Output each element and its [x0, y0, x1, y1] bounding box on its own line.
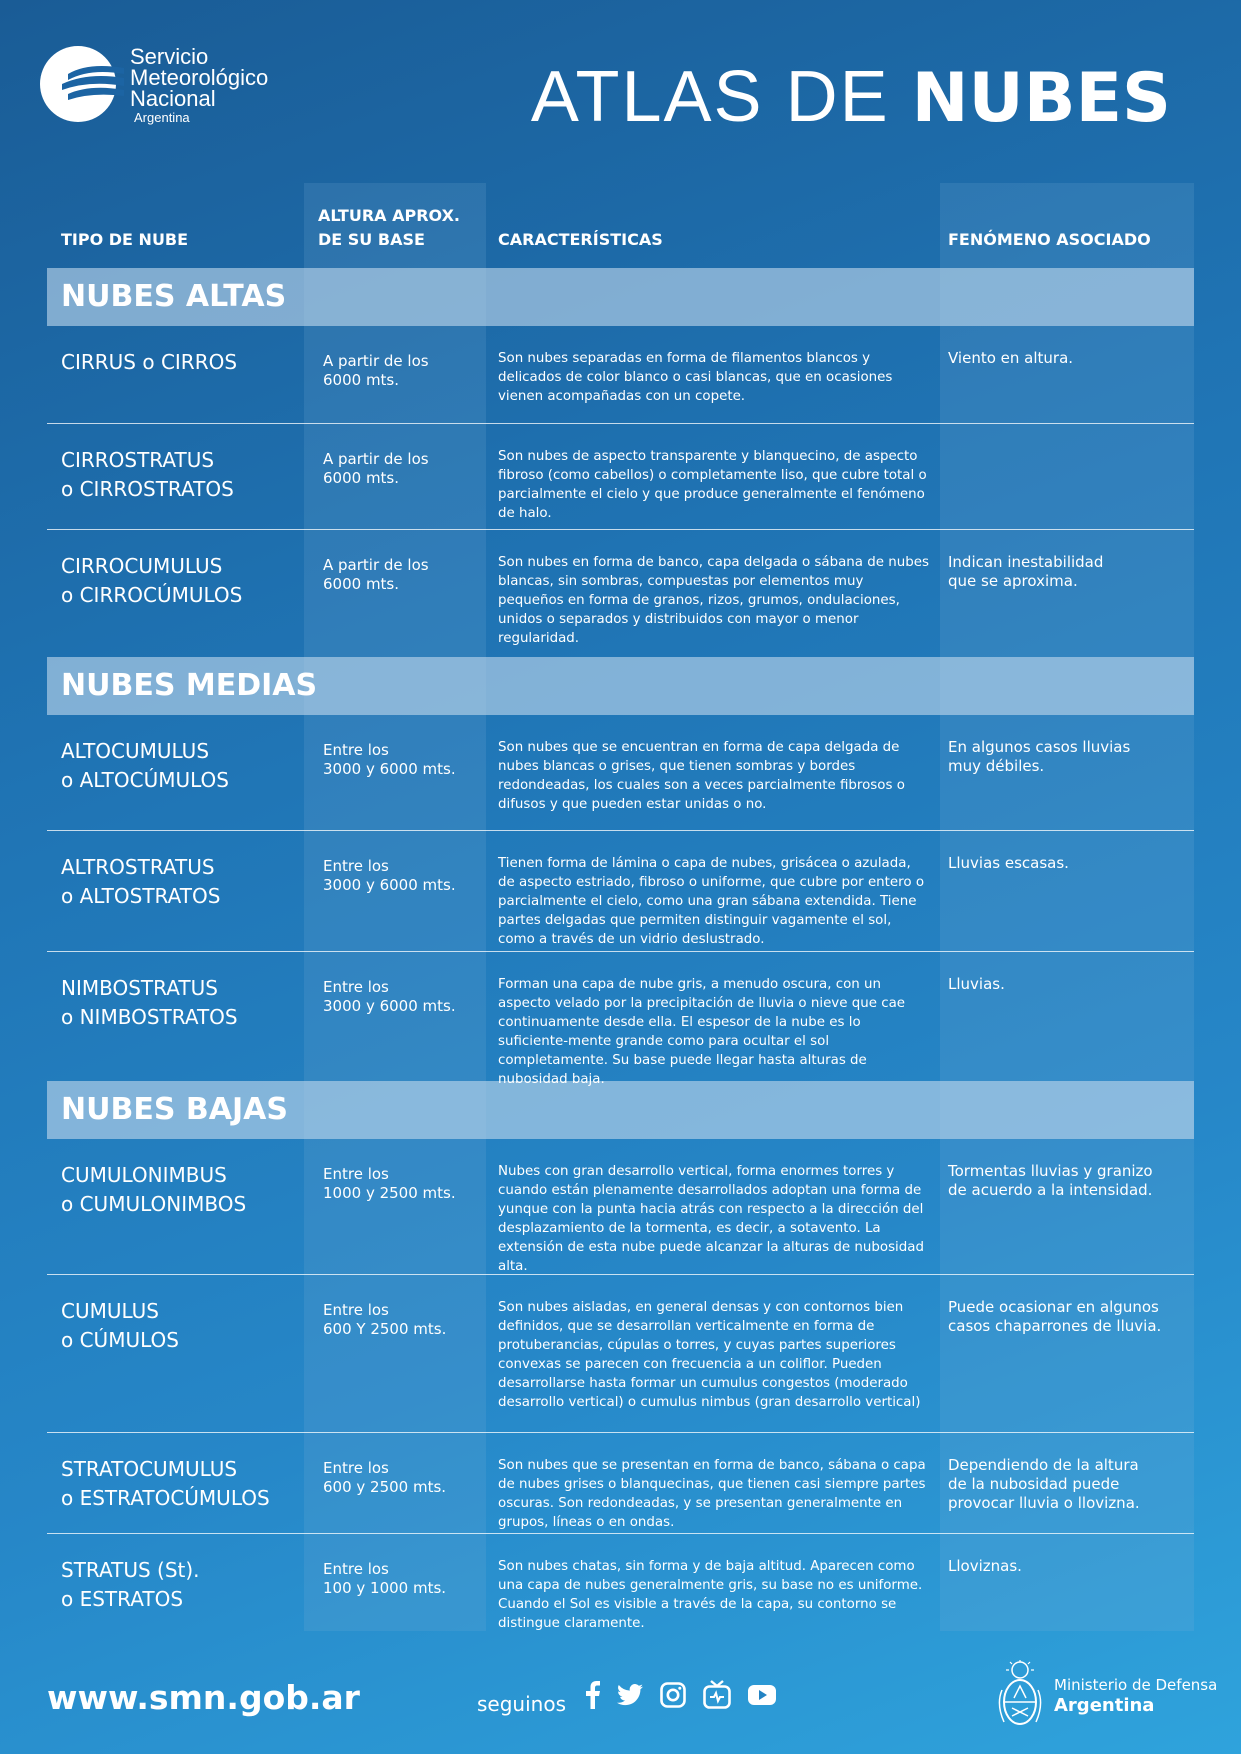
brand-line-2: Meteorológico: [130, 65, 269, 90]
cloud-altitude: Entre los 100 y 1000 mts.: [323, 1560, 447, 1597]
brand-line-1: Servicio: [130, 44, 209, 69]
cloud-altitude: A partir de los 6000 mts.: [323, 352, 429, 389]
cloud-type: CIRROSTRATUS o CIRROSTRATOS: [61, 448, 234, 501]
cloud-type: ALTROSTRATUS o ALTOSTRATOS: [61, 855, 221, 908]
cloud-description: Son nubes aisladas, en general densas y con contornos bien definidos, que se desarrollan verticalmente en forma de protuberancias, cúpulas o torres, y cuyas partes superiores convexas se parecen con frecuencia a un coliflor. Pueden desarrollarse hasta formar un cumulus congestos (moderado desarrollo vertical) o cumulus nimbus (gran desarrollo vertical): [498, 1300, 921, 1410]
cloud-type: CUMULONIMBUS o CUMULONIMBOS: [61, 1163, 247, 1216]
title-light: ATLAS DE: [530, 57, 912, 137]
header-altura: [304, 183, 486, 268]
table-row: [47, 424, 1194, 530]
cloud-phenomenon: En algunos casos lluvias muy débiles.: [948, 738, 1131, 775]
smn-logo-icon: [38, 44, 124, 124]
table-row: [47, 831, 1194, 952]
smn-logo: [38, 44, 268, 125]
cloud-type: CIRROCUMULUS o CIRROCÚMULOS: [61, 554, 243, 607]
cloud-description: Tienen forma de lámina o capa de nubes, grisácea o azulada, de aspecto estriado, fibroso o uniforme, que cubre por entero o parcialmente el cielo, como una gran sábana extendida. Tiene partes delgadas que permiten distinguir vagamente el sol, como a través de un vidrio deslustrado.: [498, 856, 925, 947]
brand-line-3: Nacional: [130, 86, 216, 111]
coat-of-arms-icon: [996, 1660, 1044, 1732]
social-icons: [586, 1680, 793, 1714]
cloud-altitude: Entre los 3000 y 6000 mts.: [323, 978, 456, 1015]
table-header: [47, 183, 1194, 268]
cloud-type: CUMULUS o CÚMULOS: [61, 1299, 179, 1352]
cloud-phenomenon: Indican inestabilidad que se aproxima.: [948, 553, 1104, 590]
cloud-phenomenon: Puede ocasionar en algunos casos chaparrones de lluvia.: [948, 1298, 1162, 1335]
title-bold: NUBES: [911, 59, 1171, 138]
footer: [0, 1660, 1241, 1740]
cloud-description: Son nubes chatas, sin forma y de baja altitud. Aparecen como una capa de nubes generalmente gris, su base no es uniforme. Cuando el Sol es visible a través de la capa, su contorno se distingue claramente.: [498, 1559, 923, 1631]
header-altura-line-1: ALTURA APROX.: [318, 206, 460, 225]
table-row: [47, 715, 1194, 831]
cloud-phenomenon: Tormentas lluvias y granizo de acuerdo a la intensidad.: [948, 1162, 1153, 1199]
cloud-phenomenon: [939, 424, 1194, 529]
cloud-altitude: Entre los 3000 y 6000 mts.: [323, 741, 456, 778]
twitter-icon[interactable]: [617, 1684, 643, 1710]
table-row: [47, 1433, 1194, 1534]
website-link[interactable]: www.smn.gob.ar: [47, 1678, 360, 1717]
cloud-altitude: Entre los 600 Y 2500 mts.: [323, 1301, 447, 1338]
section-nubes-altas: NUBES ALTAS: [47, 268, 1194, 326]
cloud-type: ALTOCUMULUS o ALTOCÚMULOS: [61, 739, 229, 792]
ministry-name: Ministerio de Defensa: [1054, 1676, 1218, 1694]
cloud-phenomenon: Lloviznas.: [948, 1557, 1022, 1575]
cloud-phenomenon: Viento en altura.: [948, 349, 1074, 367]
table-row: [47, 530, 1194, 657]
cloud-altitude: A partir de los 6000 mts.: [323, 556, 429, 593]
table-row: [47, 326, 1194, 424]
table-row: [47, 952, 1194, 1087]
cloud-description: Son nubes separadas en forma de filamentos blancos y delicados de color blanco o casi blancas, que en ocasiones vienen acompañadas con un copete.: [498, 351, 893, 404]
ministry-country: Argentina: [1054, 1695, 1155, 1716]
table-row: [47, 1534, 1194, 1631]
section-nubes-bajas: NUBES BAJAS: [47, 1081, 1194, 1139]
youtube-icon[interactable]: [748, 1685, 776, 1709]
header-altura-line-2: DE SU BASE: [318, 230, 425, 249]
facebook-icon[interactable]: [586, 1681, 600, 1713]
cloud-phenomenon: Lluvias.: [948, 975, 1005, 993]
brand-sub: Argentina: [134, 110, 190, 125]
cloud-description: Forman una capa de nube gris, a menudo oscura, con un aspecto velado por la precipitación de lluvia o nieve que cae continuamente desde ella. El espesor de la nube es lo suficiente-mente grande como para ocultar el sol completamente. Su base puede llegar hasta alturas de nubosidad baja.: [498, 977, 906, 1087]
header-fenomeno: FENÓMENO ASOCIADO: [948, 230, 1151, 249]
page-title: [531, 54, 1171, 141]
table-row: [47, 1139, 1194, 1275]
cloud-description: Son nubes que se encuentran en forma de capa delgada de nubes blancas o grises, que tienen sombras y bordes redondeadas, los cuales son a veces parcialmente fibrosos o difusos y que pueden estar unidas o no.: [498, 740, 905, 812]
follow-label: seguinos: [477, 1692, 566, 1716]
section-nubes-medias: NUBES MEDIAS: [47, 657, 1194, 715]
header-caracteristicas: CARACTERÍSTICAS: [498, 230, 663, 249]
cloud-description: Son nubes que se presentan en forma de banco, sábana o capa de nubes grises o blanquecinas, que tienen casi siempre partes oscuras. Son redondeadas, y se presentan generalmente en grupos, líneas o en ondas.: [498, 1458, 926, 1530]
header-tipo: TIPO DE NUBE: [61, 230, 189, 249]
cloud-type: STRATUS (St). o ESTRATOS: [61, 1558, 200, 1611]
cloud-description: Son nubes en forma de banco, capa delgada o sábana de nubes blancas, sin sombras, compuestas por elementos muy pequeños en forma de granos, rizos, grumos, ondulaciones, unidos o separados y distribuidos con mayor o menor regularidad.: [498, 555, 929, 646]
cloud-type: NIMBOSTRATUS o NIMBOSTRATOS: [61, 976, 238, 1029]
cloud-phenomenon: Dependiendo de la altura de la nubosidad puede provocar lluvia o llovizna.: [948, 1456, 1140, 1512]
tv-icon[interactable]: [703, 1680, 731, 1714]
cloud-altitude: Entre los 3000 y 6000 mts.: [323, 857, 456, 894]
cloud-phenomenon: Lluvias escasas.: [948, 854, 1069, 872]
ministry-logo: [996, 1660, 1217, 1732]
cloud-altitude: Entre los 600 y 2500 mts.: [323, 1459, 447, 1496]
clouds-table: [47, 183, 1194, 1631]
instagram-icon[interactable]: [660, 1682, 686, 1712]
table-row: [47, 1275, 1194, 1433]
cloud-description: Nubes con gran desarrollo vertical, forma enormes torres y cuando están plenamente desarrollados adoptan una forma de yunque con la punta hacia atrás con respecto a la dirección del desplazamiento de la tormenta, es decir, a sotavento. La extensión de esta nube puede alcanzar la alturas de nubosidad alta.: [498, 1164, 924, 1274]
cloud-description: Son nubes de aspecto transparente y blanquecino, de aspecto fibroso (como cabellos) o completamente liso, que cubre total o parcialmente el cielo y que produce generalmente el fenómeno de halo.: [498, 449, 927, 521]
cloud-type: CIRRUS o CIRROS: [61, 350, 238, 374]
cloud-altitude: A partir de los 6000 mts.: [323, 450, 429, 487]
cloud-type: STRATOCUMULUS o ESTRATOCÚMULOS: [61, 1457, 270, 1510]
cloud-altitude: Entre los 1000 y 2500 mts.: [323, 1165, 456, 1202]
